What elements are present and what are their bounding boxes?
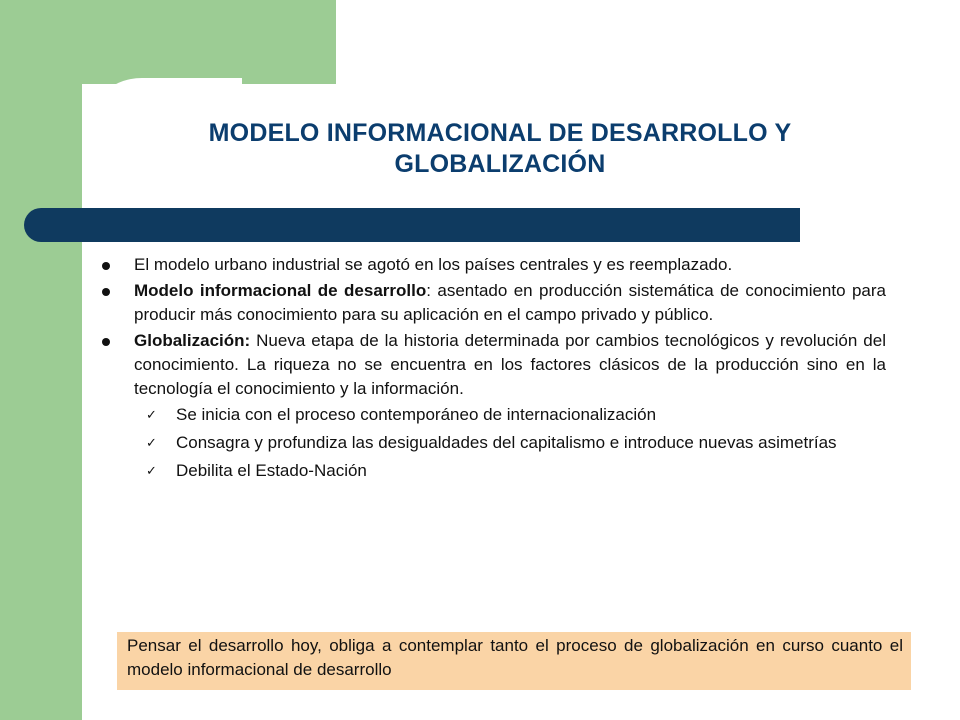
bullet-bold-term: Modelo informacional de desarrollo: [134, 281, 427, 300]
bullet-dot-icon: [102, 262, 110, 270]
sub-bullet-text: Consagra y profundiza las desigualdades del capitalismo e introduce nuevas asimetrías: [176, 433, 837, 452]
green-frame-left: [0, 0, 82, 720]
highlight-box: Pensar el desarrollo hoy, obliga a contemplar tanto el proceso de globalización en curso cuanto el modelo informacional de desarrollo: [117, 632, 911, 690]
title-underline-bar: [24, 208, 800, 242]
sub-bullet-item: [100, 459, 886, 483]
checkmark-icon: ✓: [146, 463, 157, 478]
slide-title: MODELO INFORMACIONAL DE DESARROLLO Y GLOBALIZACIÓN: [208, 119, 792, 178]
checkmark-icon: ✓: [146, 407, 157, 422]
sub-bullet-text: Se inicia con el proceso contemporáneo de internacionalización: [176, 405, 657, 424]
bullet-bold-term: Globalización:: [134, 331, 251, 350]
sub-bullet-text: Debilita el Estado-Nación: [176, 461, 367, 480]
bullet-text: Nueva etapa de la historia determinada por cambios tecnológicos y revolución del conocimiento. La riqueza no se encuentra en los factores clásicos de la producción sino en la tecnología el conocimiento y la información.: [134, 331, 886, 398]
bullet-item: [100, 279, 886, 327]
sub-bullet-item: [100, 403, 886, 427]
sub-bullet-item: [100, 431, 886, 455]
slide-content: [100, 253, 886, 487]
bullet-dot-icon: [102, 288, 110, 296]
bullet-text: : asentado en producción sistemática de conocimiento para producir más conocimiento para su aplicación en el campo privado y público.: [134, 281, 886, 324]
bullet-item: [100, 253, 886, 277]
checkmark-icon: ✓: [146, 435, 157, 450]
bullet-item: [100, 329, 886, 401]
bullet-dot-icon: [102, 338, 110, 346]
bullet-text: El modelo urbano industrial se agotó en los países centrales y es reemplazado.: [134, 255, 733, 274]
